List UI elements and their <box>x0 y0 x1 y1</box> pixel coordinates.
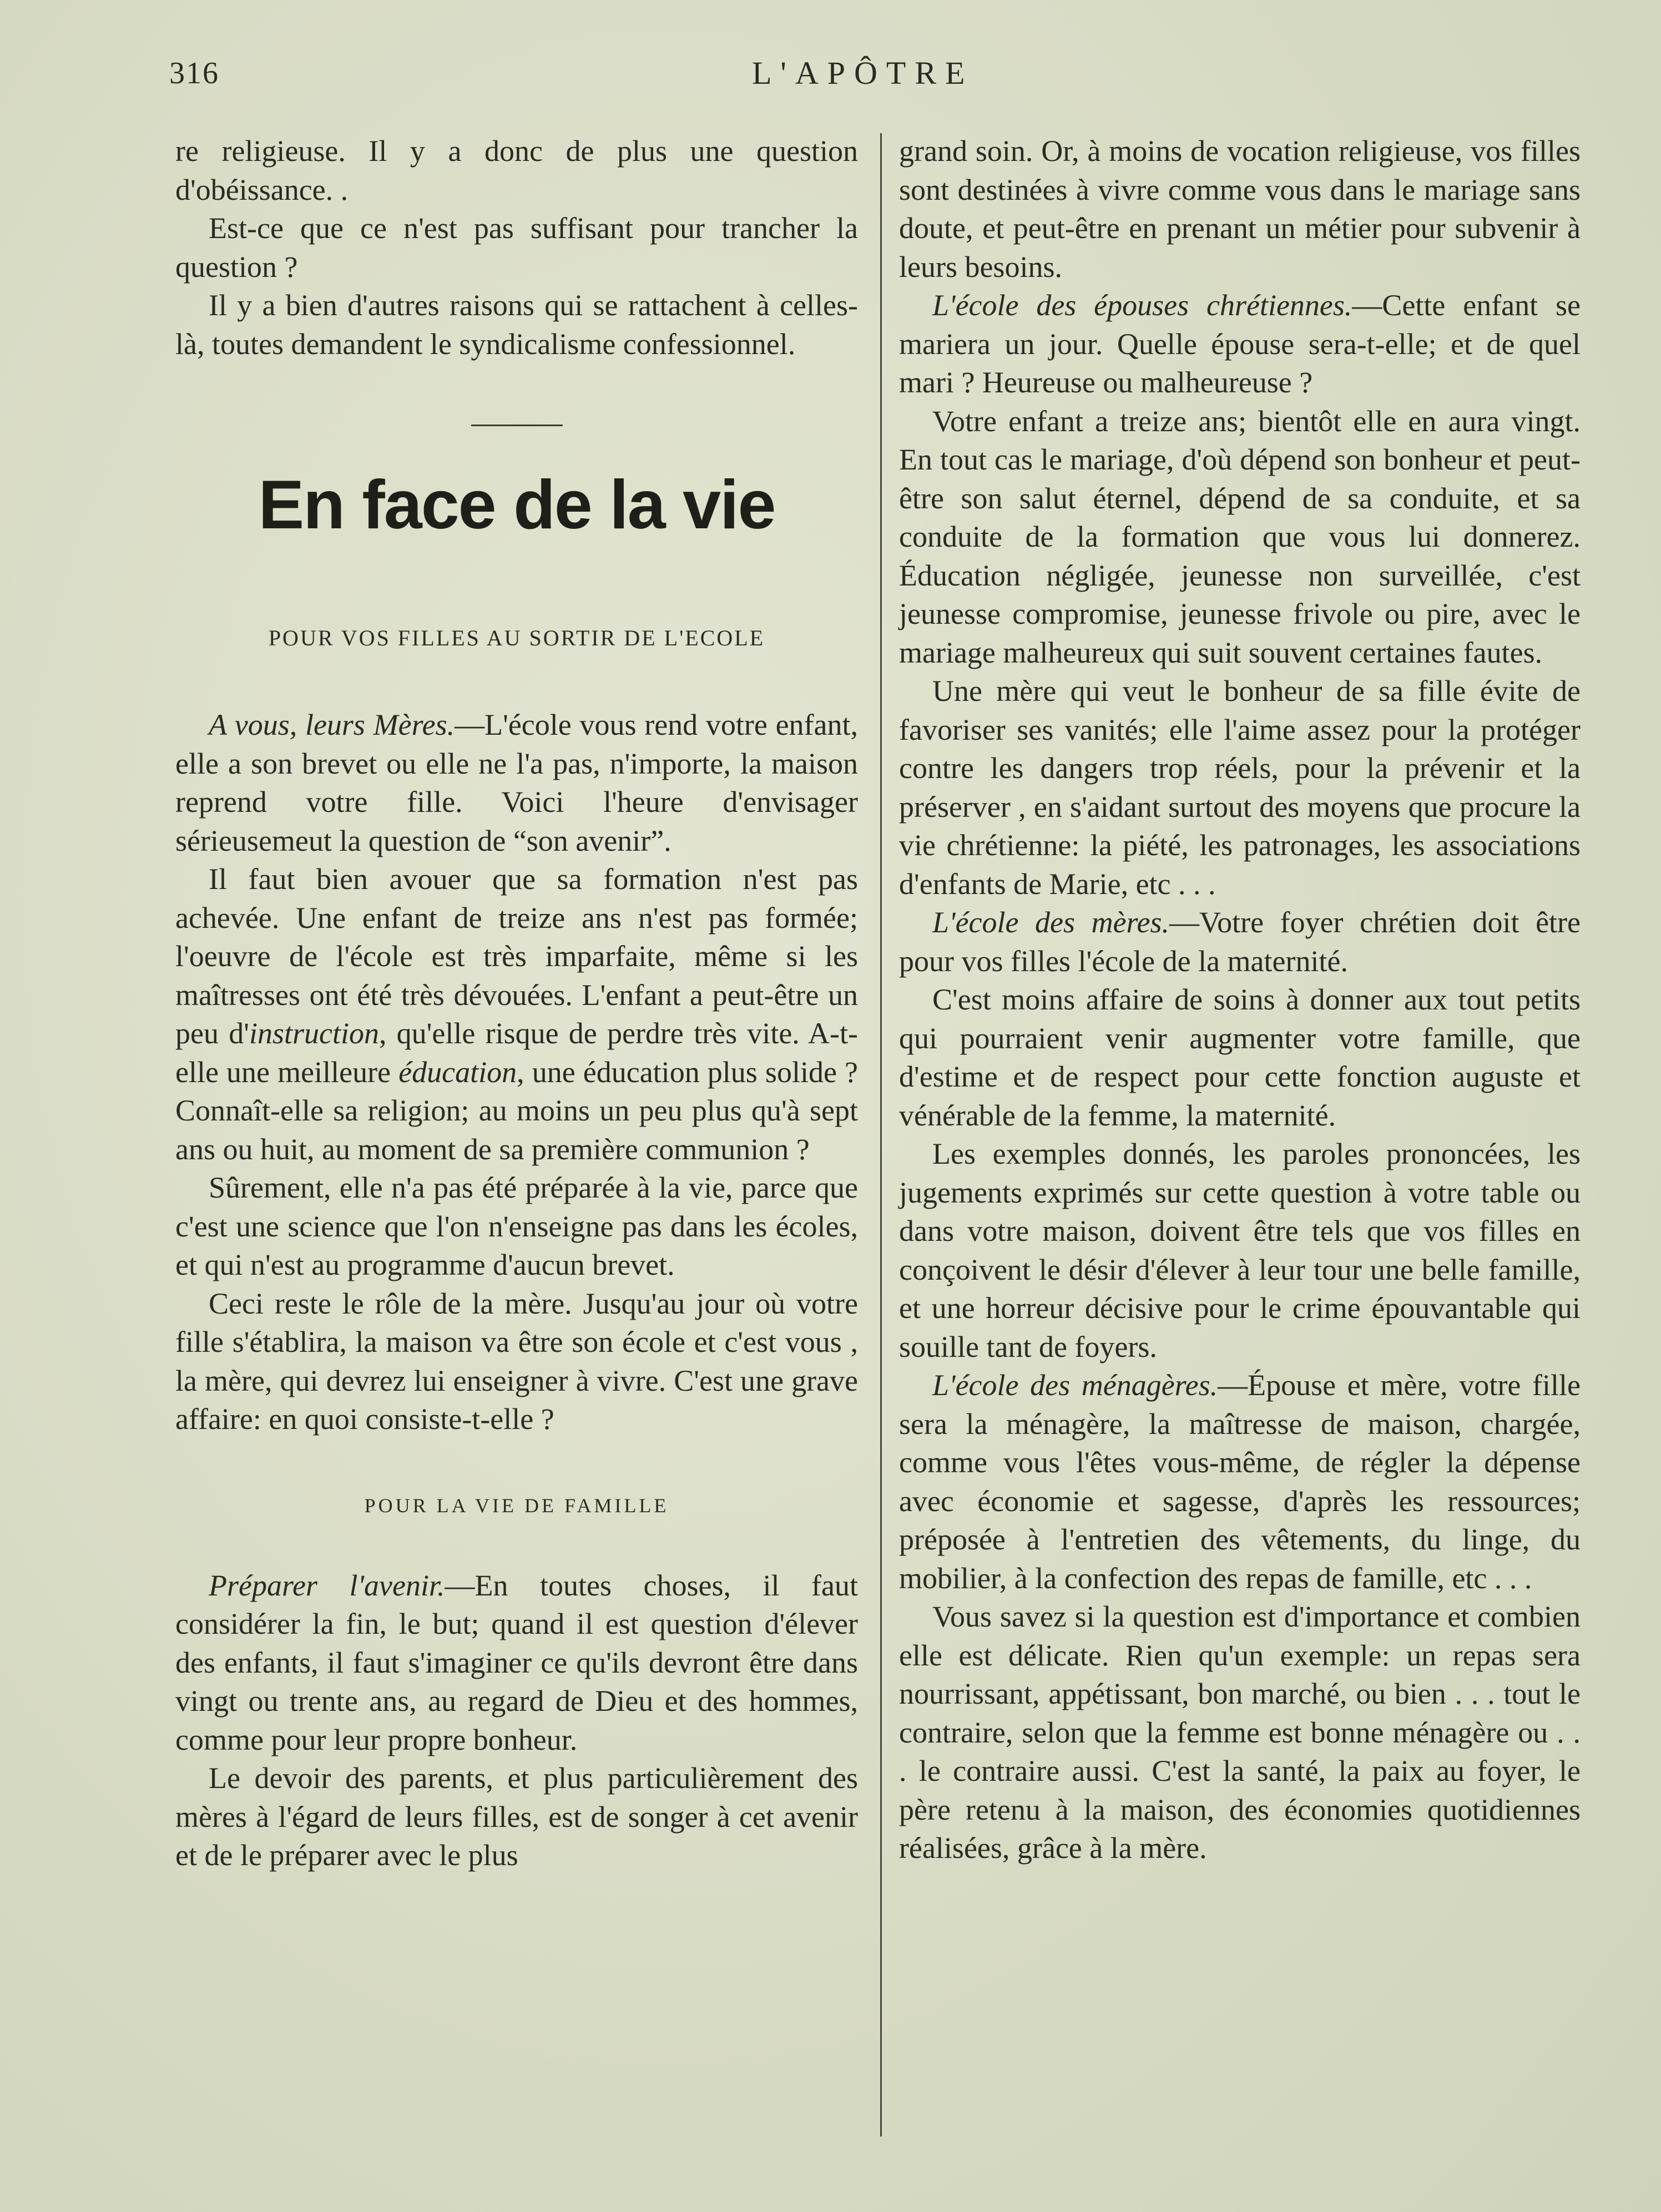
paragraph <box>899 903 1581 981</box>
paragraph: Vous savez si la question est d'importance et combien elle est délicate. Rien qu'un exemple: un repas sera nourrissant, appétissant, bon marché, ou bien . . . tout le contraire, selon que la femme est bonne ménagère ou . . . le contraire aussi. C'est la santé, la paix au foyer, le père retenu à la maison, des économies quotidiennes réalisées, grâce à la mère. <box>899 1600 1581 1865</box>
paragraph-lead: L'école des épouses chrétiennes. <box>932 289 1352 322</box>
paragraph-text: —Cette enfant se mariera un jour. Quelle épouse sera-t-elle; et de quel mari ? Heureuse ou malheureuse ? <box>899 289 1581 399</box>
paragraph-lead: L'école des mères. <box>932 906 1170 939</box>
article-title: En face de la vie <box>258 467 775 543</box>
paragraph <box>899 286 1581 402</box>
paragraph: Votre enfant a treize ans; bientôt elle en aura vingt. En tout cas le mariage, d'où dépend son bonheur et peut-être son salut éternel, dépend de sa conduite, et sa conduite de la formation que vous lui donnerez. Éducation négligée, jeunesse non surveillée, c'est jeunesse compromise, jeunesse frivole ou pire, avec le mariage malheureux qui suit souvent certaines fautes. <box>899 404 1581 669</box>
emphasis: instruction <box>249 1017 379 1050</box>
paragraph-text: Il faut bien avouer que sa formation n'est pas achevée. Une enfant de treize ans n'est pas formée; l'oeuvre de l'école est très imparfaite, même si les maîtresses ont été très dévouées. L'enfant a peut-être un peu d' <box>175 862 858 1050</box>
paragraph-text: —L'école vous rend votre enfant, elle a son brevet ou elle ne l'a pas, n'importe, la maison reprend votre fille. Voici l'heure d'envisager sérieusemeut la question de “son avenir”. <box>175 708 858 857</box>
paragraph: Sûrement, elle n'a pas été préparée à la vie, parce que c'est une science que l'on n'enseigne pas dans les écoles, et qui n'est au programme d'aucun brevet. <box>175 1171 858 1281</box>
paragraph <box>175 706 858 860</box>
paragraph-text: , une éducation plus solide ? Connaît-elle sa religion; au moins un peu plus qu'à sept ans ou huit, au moment de sa première communion ? <box>175 1055 858 1166</box>
paragraph: Une mère qui veut le bonheur de sa fille évite de favoriser ses vanités; elle l'aime assez pour la protéger contre les dangers trop réels, pour la prévenir et la préserver , en s'aidant surtout des moyens que procure la vie chrétienne: la piété, les patronages, les associations d'enfants de Marie, etc . . . <box>899 674 1581 901</box>
paragraph: C'est moins affaire de soins à donner aux tout petits qui pourraient venir augmenter votre famille, que d'estime et de respect pour cette fonction auguste et vénérable de la femme, la maternité. <box>899 983 1581 1132</box>
paragraph: Les exemples donnés, les paroles prononcées, les jugements exprimés sur cette question à votre table ou dans votre maison, doivent être tels que vos filles en conçoivent le désir d'élever à leur tour une belle famille, et une horreur décisive pour le crime épouvantable qui souille tant de foyers. <box>899 1137 1581 1363</box>
running-title: L'APÔTRE <box>752 55 974 91</box>
article-subtitle: POUR VOS FILLES AU SORTIR DE L'ECOLE <box>268 625 765 650</box>
paragraph-text: —Épouse et mère, votre fille sera la ménagère, la maîtresse de maison, chargée, comme vous l'êtes vous-même, de régler la dépense avec économie et sagesse, d'après les ressources; préposée à l'entretien des vêtements, du linge, du mobilier, à la confection des repas de famille, etc . . . <box>899 1368 1581 1595</box>
paragraph-text: —En toutes choses, il faut considérer la fin, le but; quand il est question d'élever des enfants, il faut s'imaginer ce qu'ils devront être dans vingt ou trente ans, au regard de Dieu et des hommes, comme pour leur propre bonheur. <box>175 1568 859 1756</box>
paragraph: Il y a bien d'autres raisons qui se rattachent à celles-là, toutes demandent le syndicalisme confessionnel. <box>175 289 858 361</box>
paragraph: grand soin. Or, à moins de vocation religieuse, vos filles sont destinées à vivre comme vous dans le mariage sans doute, et peut-être en prenant un métier pour subvenir à leurs besoins. <box>899 134 1581 284</box>
paragraph: re religieuse. Il y a donc de plus une question d'obéissance. . <box>175 134 858 206</box>
paragraph: Ceci reste le rôle de la mère. Jusqu'au jour où votre fille s'établira, la maison va être son école et c'est vous , la mère, qui devrez lui enseigner à vivre. C'est une grave affaire: en quoi consiste-t-elle ? <box>175 1286 858 1436</box>
paragraph-text: —Votre foyer chrétien doit être pour vos filles l'école de la maternité. <box>899 906 1581 978</box>
paragraph <box>175 860 858 1169</box>
left-column <box>175 132 858 1875</box>
paragraph <box>175 1567 858 1760</box>
section-rule <box>471 425 563 426</box>
paragraph: Le devoir des parents, et plus particulièrement des mères à l'égard de leurs filles, est de songer à cet avenir et de le préparer avec le plus <box>175 1761 858 1872</box>
right-column <box>899 132 1581 1868</box>
emphasis: éducation <box>398 1055 517 1089</box>
paragraph <box>899 1366 1581 1598</box>
paragraph-lead: Préparer l'avenir. <box>209 1568 445 1602</box>
page-number: 316 <box>169 56 219 90</box>
paragraph-lead: L'école des ménagères. <box>932 1368 1218 1402</box>
section-heading: POUR LA VIE DE FAMILLE <box>364 1494 669 1517</box>
paragraph-text: , qu'elle risque de perdre très vite. A-t-elle une meilleure <box>175 1017 858 1089</box>
column-divider <box>880 133 882 2137</box>
paragraph-lead: A vous, leurs Mères. <box>209 708 455 741</box>
paragraph: Est-ce que ce n'est pas suffisant pour trancher la question ? <box>175 211 858 284</box>
